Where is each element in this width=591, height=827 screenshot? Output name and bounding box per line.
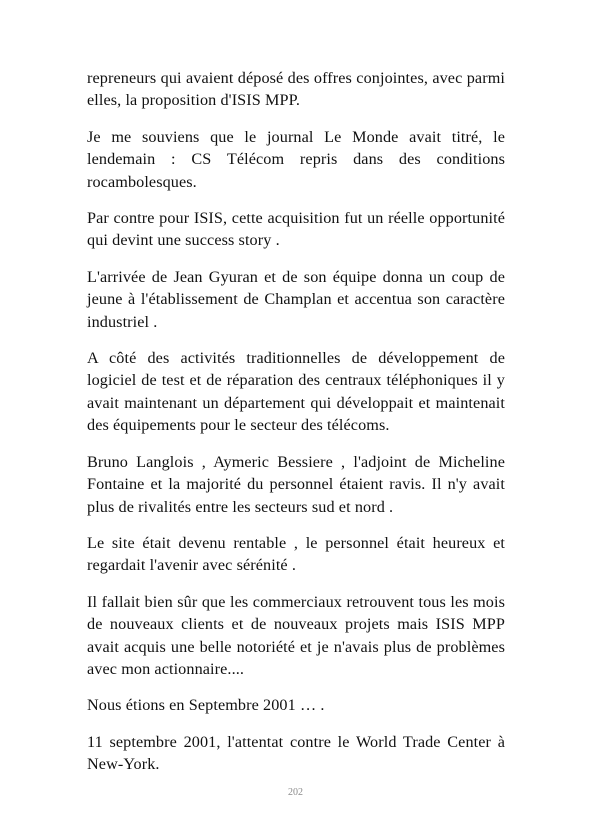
paragraph: Le site était devenu rentable , le personnel était heureux et regardait l'avenir avec sérénité . [87,533,505,575]
paragraph: Bruno Langlois , Aymeric Bessiere , l'adjoint de Micheline Fontaine et la majorité du personnel étaient ravis. Il n'y avait plus de rivalités entre les secteurs sud et nord . [87,452,505,516]
paragraph: A côté des activités traditionnelles de développement de logiciel de test et de réparation des centraux téléphoniques il y avait maintenant un département qui développait et maintenait des équipements pour le secteur des télécoms. [87,349,505,435]
paragraph: Par contre pour ISIS, cette acquisition fut un réelle opportunité qui devint une success story . [87,209,505,250]
paragraph: repreneurs qui avaient déposé des offres conjointes, avec parmi elles, la proposition d'ISIS MPP. [87,69,505,110]
body-text [87,67,505,790]
paragraph: L'arrivée de Jean Gyuran et de son équipe donna un coup de jeune à l'établissement de Champlan et accentua son caractère industriel . [87,267,505,331]
paragraph: Nous étions en Septembre 2001 … . [87,696,325,715]
paragraph: 11 septembre 2001, l'attentat contre le World Trade Center à New-York. [87,732,505,774]
paragraph: Il fallait bien sûr que les commerciaux retrouvent tous les mois de nouveaux clients et de nouveaux projets mais ISIS MPP avait acquis une belle notoriété et je n'avais plus de problèmes avec mon actionnaire.... [87,592,505,678]
page-number: 202 [288,787,303,798]
paragraph: Je me souviens que le journal Le Monde avait titré, le lendemain : CS Télécom repris dans des conditions rocambolesques. [87,127,505,191]
